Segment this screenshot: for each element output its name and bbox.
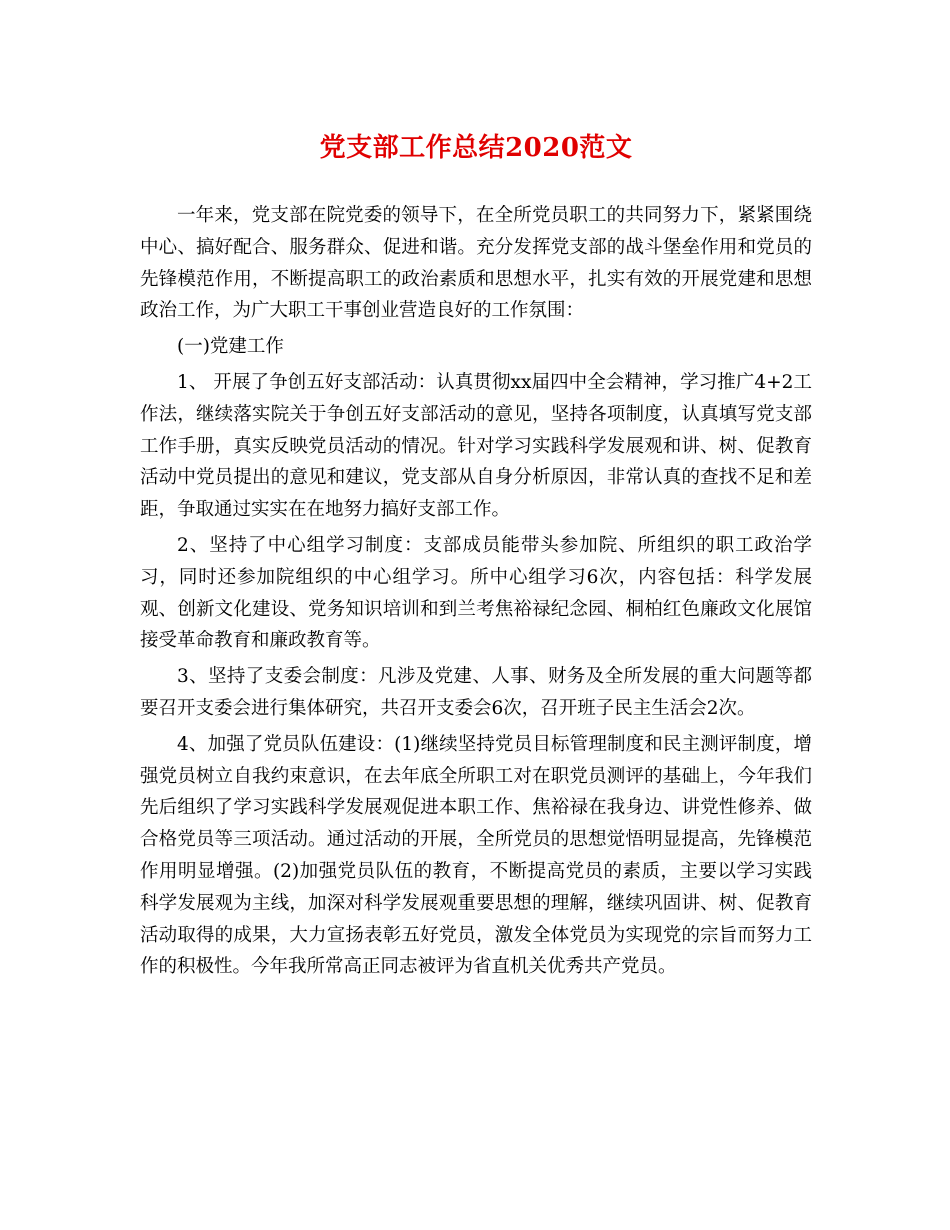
item-1-paragraph: 1、 开展了争创五好支部活动：认真贯彻xx届四中全会精神，学习推广4+2工作法，继续落实院关于争创五好支部活动的意见，坚持各项制度，认真填写党支部工作手册，真实反映党员活动的情况。针对学习实践科学发展观和讲、树、促教育活动中党员提出的意见和建议，党支部从自身分析原因，非常认真的查找不足和差距，争取通过实实在在地努力搞好支部工作。 [140, 371, 812, 521]
document-title: 党支部工作总结2020范文 [319, 133, 633, 163]
document-page [140, 128, 812, 987]
section-heading-party-building: (一)党建工作 [177, 336, 284, 358]
intro-paragraph: 一年来，党支部在院党委的领导下，在全所党员职工的共同努力下，紧紧围绕中心、搞好配合、服务群众、促进和谐。充分发挥党支部的战斗堡垒作用和党员的先锋模范作用，不断提高职工的政治素质和思想水平，扎实有效的开展党建和思想政治工作，为广大职工干事创业营造良好的工作氛围： [140, 205, 812, 322]
item-4-paragraph: 4、加强了党员队伍建设：(1)继续坚持党员目标管理制度和民主测评制度，增强党员树立自我约束意识，在去年底全所职工对在职党员测评的基础上，今年我们先后组织了学习实践科学发展观促进本职工作、焦裕禄在我身边、讲党性修养、做合格党员等三项活动。通过活动的开展，全所党员的思想觉悟明显提高，先锋模范作用明显增强。(2)加强党员队伍的教育，不断提高党员的素质，主要以学习实践科学发展观为主线，加深对科学发展观重要思想的理解，继续巩固讲、树、促教育活动取得的成果，大力宣扬表彰五好党员，激发全体党员为实现党的宗旨而努力工作的积极性。今年我所常高正同志被评为省直机关优秀共产党员。 [140, 733, 812, 978]
item-2-paragraph: 2、坚持了中心组学习制度：支部成员能带头参加院、所组织的职工政治学习，同时还参加院组织的中心组学习。所中心组学习6次，内容包括：科学发展观、创新文化建设、党务知识培训和到兰考焦裕禄纪念园、桐柏红色廉政文化展馆接受革命教育和廉政教育等。 [140, 534, 812, 652]
item-3-paragraph: 3、坚持了支委会制度：凡涉及党建、人事、财务及全所发展的重大问题等都要召开支委会进行集体研究，共召开支委会6次，召开班子民主生活会2次。 [140, 666, 812, 719]
